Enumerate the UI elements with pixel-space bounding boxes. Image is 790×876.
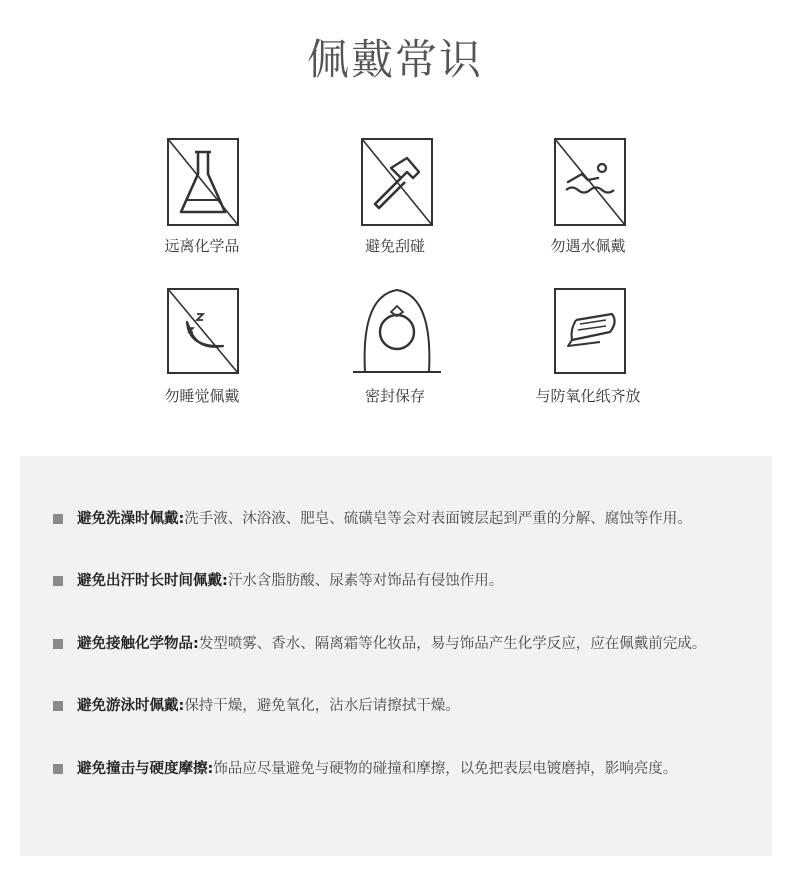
paper-roll-icon: [554, 288, 626, 374]
note-text: 汗水含脂肪酸、尿素等对饰品有侵蚀作用。: [227, 573, 504, 589]
ring-pouch-icon: [351, 286, 443, 376]
care-item-label: 勿睡觉佩戴: [164, 387, 240, 405]
note-text: 保持干燥，避免氧化，沾水后请擦拭干燥。: [184, 698, 460, 714]
care-note: [53, 508, 743, 530]
square-bullet-icon: [53, 514, 63, 524]
page-title: 佩戴常识: [306, 35, 483, 84]
square-bullet-icon: [53, 576, 63, 586]
sleep-moon-icon: [167, 288, 239, 374]
note-heading: 避免撞击与硬度摩擦:: [77, 761, 214, 777]
note-text: 饰品应尽量避免与硬物的碰撞和摩擦，以免把表层电镀磨掉，影响亮度。: [213, 761, 678, 777]
care-note: [53, 695, 743, 717]
care-item-label: 避免刮碰: [364, 237, 425, 255]
care-item-label: 密封保存: [364, 387, 425, 405]
square-bullet-icon: [53, 639, 63, 649]
care-notes-panel: [20, 456, 772, 856]
hammer-icon: [361, 138, 433, 226]
note-heading: 避免接触化学物品:: [77, 636, 199, 652]
care-item-label: 与防氧化纸齐放: [535, 387, 641, 405]
square-bullet-icon: [53, 701, 63, 711]
care-note: [53, 570, 743, 592]
care-item-label: 远离化学品: [164, 237, 240, 255]
note-heading: 避免出汗时长时间佩戴:: [77, 573, 228, 589]
care-item-label: 勿遇水佩戴: [550, 237, 626, 255]
note-heading: 避免洗澡时佩戴:: [77, 511, 185, 527]
care-note: [53, 758, 743, 780]
swimmer-icon: [554, 138, 626, 226]
note-text: 洗手液、沐浴液、肥皂、硫磺皂等会对表面镀层起到严重的分解、腐蚀等作用。: [184, 511, 692, 527]
note-heading: 避免游泳时佩戴:: [77, 698, 185, 714]
square-bullet-icon: [53, 764, 63, 774]
care-note: [53, 633, 743, 655]
flask-icon: [167, 138, 239, 226]
note-text: 发型喷雾、香水、隔离霜等化妆品，易与饰品产生化学反应，应在佩戴前完成。: [198, 636, 707, 652]
